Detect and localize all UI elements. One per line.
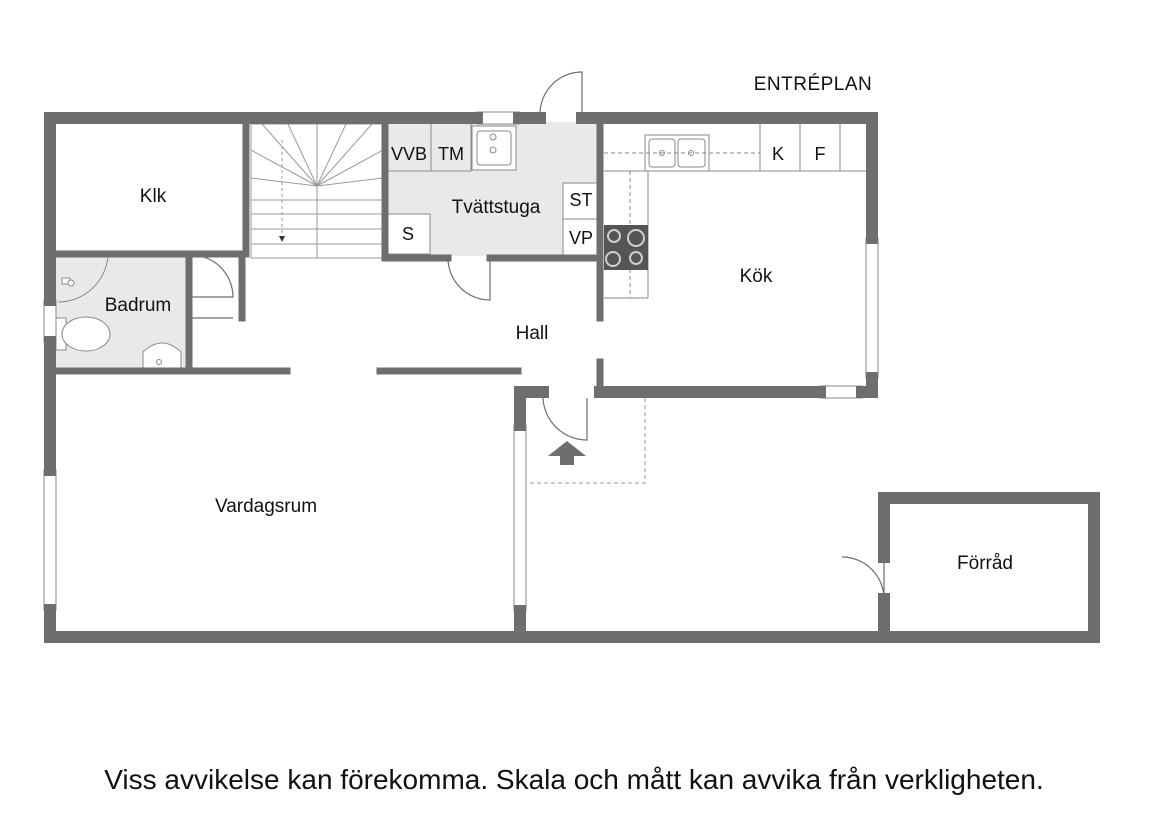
stove <box>604 225 648 270</box>
room-label-badrum: Badrum <box>104 295 172 316</box>
fixture-label-vvb: VVB <box>390 144 428 164</box>
front-door <box>543 398 587 440</box>
room-label-forrad: Förråd <box>957 553 1013 574</box>
window-hall-west <box>514 425 526 611</box>
forrad-door <box>842 557 884 599</box>
window-kitchen-south <box>820 386 862 398</box>
fixture-label-vp: VP <box>568 228 594 248</box>
room-label-kok: Kök <box>739 266 773 287</box>
fixture-label-s: S <box>401 224 415 244</box>
room-label-klk: Klk <box>139 186 167 207</box>
washbasin <box>143 343 181 369</box>
entrance-arrow-icon <box>548 441 586 465</box>
window-kitchen-east <box>866 238 878 378</box>
room-label-hall: Hall <box>515 323 549 344</box>
fixture-label-k: K <box>771 144 785 164</box>
window-living-west <box>44 470 56 610</box>
disclaimer: Viss avvikelse kan förekomma. Skala och mått kan avvika från verkligheten. <box>104 764 1044 795</box>
fixture-label-st: ST <box>569 190 593 210</box>
staircase <box>251 124 383 258</box>
entry-top-door <box>540 72 582 114</box>
plan-title: ENTRÉPLAN <box>753 74 873 95</box>
room-label-vardagsrum: Vardagsrum <box>214 496 318 517</box>
laundry-sink <box>472 126 516 170</box>
window-bath-west <box>44 300 56 342</box>
room-label-tvattstuga: Tvättstuga <box>451 197 541 218</box>
klk-door <box>191 255 233 297</box>
fixture-label-tm: TM <box>438 144 464 164</box>
kitchen-fixtures <box>604 124 866 298</box>
fixture-label-f: F <box>814 144 826 164</box>
window-top-laundry <box>477 112 519 124</box>
tvattstuga-door <box>448 258 490 300</box>
